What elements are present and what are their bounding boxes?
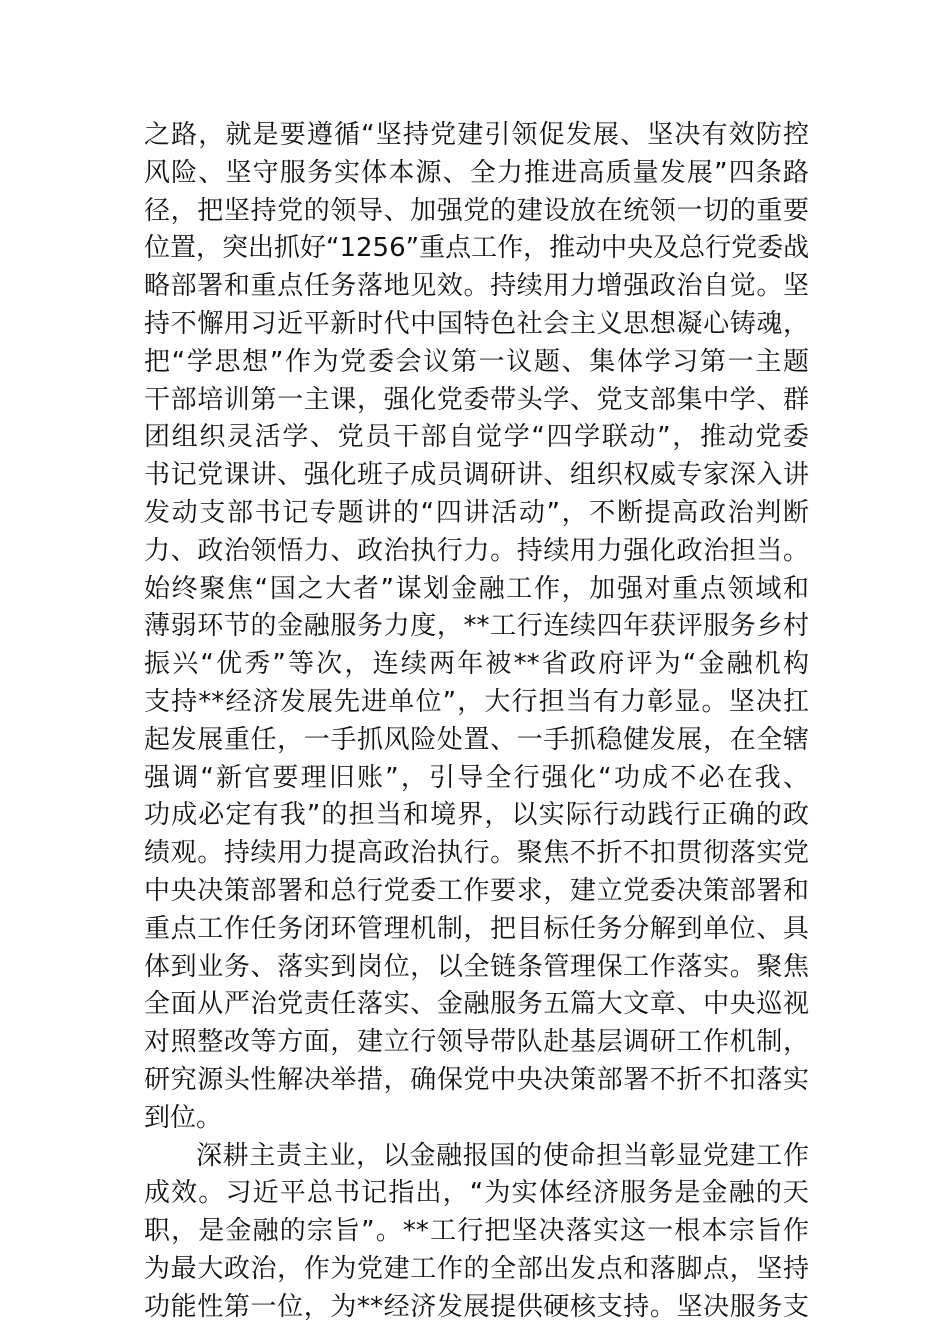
text-line: 深耕主责主业，以金融报国的使命担当彰显党建工作	[196, 1140, 809, 1171]
text-line: 持不懈用习近平新时代中国特色社会主义思想凝心铸魂，	[144, 308, 809, 339]
text-line: 薄弱环节的金融服务力度，**工行连续四年获评服务乡村	[144, 611, 809, 642]
text-line: 研究源头性解决举措，确保党中央决策部署不折不扣落实	[144, 1064, 809, 1095]
text-line: 全面从严治党责任落实、金融服务五篇大文章、中央巡视	[144, 989, 809, 1020]
text-line: 体到业务、落实到岗位，以全链条管理保工作落实。聚焦	[144, 951, 809, 982]
text-line: 起发展重任，一手抓风险处置、一手抓稳健发展，在全辖	[144, 724, 809, 755]
text-line: 为最大政治，作为党建工作的全部出发点和落脚点，坚持	[144, 1253, 809, 1284]
text-line: 成效。习近平总书记指出，“为实体经济服务是金融的天	[144, 1178, 809, 1209]
text-line: 功能性第一位，为**经济发展提供硬核支持。坚决服务支	[144, 1291, 809, 1322]
text-line: 位置，突出抓好“1256”重点工作，推动中央及总行党委战	[144, 233, 809, 264]
text-line: 发动支部书记专题讲的“四讲活动”，不断提高政治判断	[144, 497, 809, 528]
text-line: 力、政治领悟力、政治执行力。持续用力强化政治担当。	[144, 535, 809, 566]
text-line: 始终聚焦“国之大者”谋划金融工作，加强对重点领域和	[144, 573, 809, 604]
paragraph-2	[144, 1138, 809, 1327]
text-line: 团组织灵活学、党员干部自觉学“四学联动”，推动党委	[144, 422, 809, 453]
text-line: 绩观。持续用力提高政治执行。聚焦不折不扣贯彻落实党	[144, 838, 809, 869]
text-line: 对照整改等方面，建立行领导带队赴基层调研工作机制，	[144, 1027, 809, 1058]
text-line: 干部培训第一主课，强化党委带头学、党支部集中学、群	[144, 384, 809, 415]
text-line: 强调“新官要理旧账”，引导全行强化“功成不必在我、	[144, 762, 809, 793]
text-line: 功成必定有我”的担当和境界，以实际行动践行正确的政	[144, 800, 809, 831]
body-text	[144, 117, 809, 1327]
text-line: 支持**经济发展先进单位”，大行担当有力彰显。坚决扛	[144, 686, 809, 717]
text-line: 职，是金融的宗旨”。**工行把坚决落实这一根本宗旨作	[144, 1216, 809, 1247]
text-line: 书记党课讲、强化班子成员调研讲、组织权威专家深入讲	[144, 460, 809, 491]
paragraph-1	[144, 117, 809, 1138]
text-line: 中央决策部署和总行党委工作要求，建立党委决策部署和	[144, 875, 809, 906]
text-line: 重点工作任务闭环管理机制，把目标任务分解到单位、具	[144, 913, 809, 944]
text-line: 风险、坚守服务实体本源、全力推进高质量发展”四条路	[144, 157, 809, 188]
text-line: 把“学思想”作为党委会议第一议题、集体学习第一主题	[144, 346, 809, 377]
text-line: 径，把坚持党的领导、加强党的建设放在统领一切的重要	[144, 195, 809, 226]
text-line: 略部署和重点任务落地见效。持续用力增强政治自觉。坚	[144, 271, 809, 302]
text-line: 到位。	[144, 1102, 223, 1133]
text-line: 振兴“优秀”等次，连续两年被**省政府评为“金融机构	[144, 649, 809, 680]
text-line: 之路，就是要遵循“坚持党建引领促发展、坚决有效防控	[144, 120, 809, 150]
